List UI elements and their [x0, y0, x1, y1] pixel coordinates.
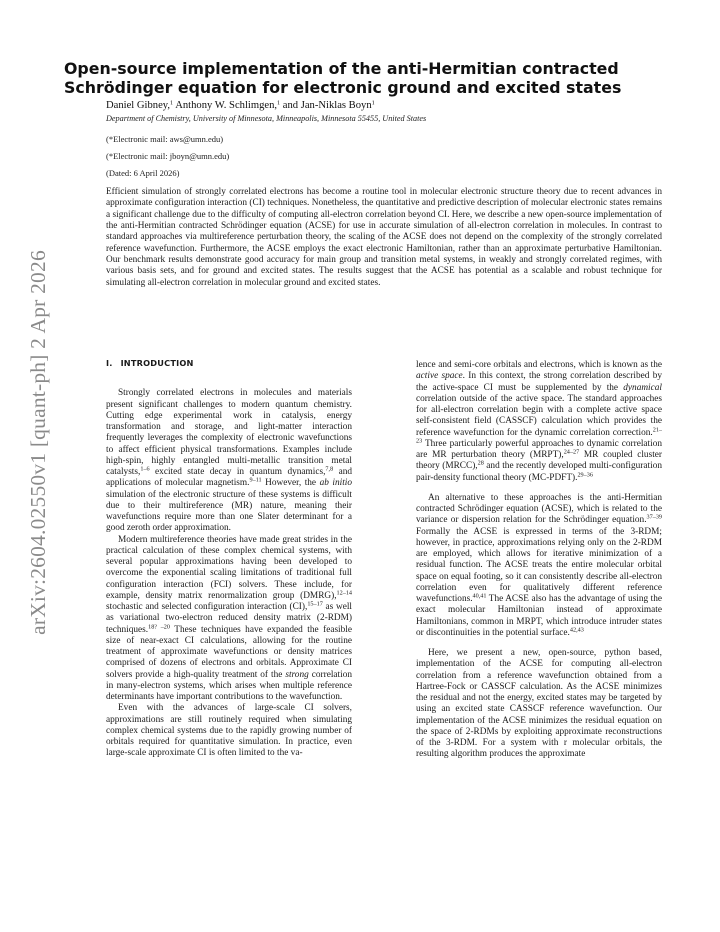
intro-paragraph-3-continued: lence and semi-core orbitals and electrons, which is known as the active space. In this context, the strong correlation described by the active-space CI must be supplemented by the dynamical correlation outside of the active space. The standard approaches for all-electron correlation begin with a complete active space self-consistent field (CASSCF) calculation which provides the reference wavefunction for the dynamic correlation correction.$^{21-23}$ Three particularly powerful approaches to dynamic correlation are MR perturbation theory (MRPT),$^{24-27}$ MR coupled cluster theory (MRCC),$^{28}$ and the recently developed multi-configuration pair-density functional theory (MC-PDFT).$^{29-36}$ [416, 360, 662, 483]
paper-title [64, 59, 664, 97]
arxiv-identifier-text: arXiv:2604.02550v1 [quant-ph] 2 Apr 2026 [25, 249, 50, 635]
citation: 37–39 [646, 513, 662, 521]
citation: 42,43 [569, 626, 584, 634]
citation: 9–11 [249, 476, 262, 484]
author-2: Anthony W. Schlimgen, [173, 100, 278, 111]
arxiv-identifier-stamp [18, 249, 58, 635]
intro-paragraph-1: Strongly correlated electrons in molecules and materials present significant challenges to modern quantum chemistry. Cutting edge experimental work in catalysis, energy transformation and storage, and light-matter interaction frequently leverages the complexity of electronic wavefunctions to affect efficient physical transformations. Examples include high-spin, highly entangled multi-metallic transition metal catalysts,$^{1-6}$ excited state decay in quantum dynamics,$^{7,8}$ and applications of molecular magnetism.$^{9-11}$ However, the ab initio simulation of the electronic structure of these systems is difficult due to their multireference (MR) nature, meaning their wavefunctions require more than one Slater determinant for a good zeroth order approximation. [106, 388, 353, 534]
intro-paragraph-2: Modern multireference theories have made great strides in the practical calculation of these complex chemical systems, with several popular approximations having been developed to overcome the exponential scaling limitations of traditional full configuration interaction (FCI) solvers. These include, for example, density matrix renormalization group (DMRG),$^{12-14}$ stochastic and selected configuration interaction (CI),$^{15-17}$ as well as variational two-electron reduced density matrix (2-RDM) techniques.$^{18? -20}$ These techniques have expanded the feasible size of near-exact CI calculations, allowing for the routine treatment of approximate wavefunctions or density matrices comprised of dozens of electrons and orbitals. Approximate CI solvers provide a high-quality treatment of the strong correlation in many-electron systems, which arises when multiple reference determinants have important contributions to the wavefunction. [106, 534, 353, 702]
intro-paragraph-3: Even with the advances of large-scale CI solvers, approximations are still routinely required when simulating complex chemical systems due to the rapidly growing number of orbitals required for quantitative simulation. In practice, even large-scale approximate CI is often limited to the va- [106, 703, 352, 759]
section-title: INTRODUCTION [120, 358, 194, 368]
citation: 12–14 [336, 589, 352, 597]
citation: 15–17 [307, 600, 323, 608]
email-note-1: (*Electronic mail: aws@umn.edu) [106, 134, 224, 144]
author-2-affil-mark: 1 [277, 99, 281, 107]
affiliation: Department of Chemistry, University of Minnesota, Minneapolis, Minnesota 55455, United States [106, 114, 427, 123]
title-line-1: Open-source implementation of the anti-Hermitian contracted [64, 59, 619, 78]
citation: 40,41 [472, 592, 487, 600]
section-number: I. [106, 358, 113, 368]
section-heading-introduction [106, 358, 352, 369]
email-note-2: (*Electronic mail: jboyn@umn.edu) [106, 151, 230, 161]
author-1: Daniel Gibney, [106, 100, 171, 111]
dated-line: (Dated: 6 April 2026) [106, 168, 180, 178]
author-list [106, 99, 666, 112]
intro-paragraph-4: An alternative to these approaches is the anti-Hermitian contracted Schrödinger equation (ACSE), which is related to the variance or dispersion relation for the Schrödinger equation.$^{37-39}$ Formally the ACSE is expressed in terms of the 3-RDM; however, in practice, approximations relying only on the 2-RDM are employed, which allows for iterative minimization of a residual function. The ACSE treats the entire molecular orbital space on equal footing, so it can consistently describe all-electron correlation even for qualitatively different reference wavefunctions.$^{40,41}$ The ACSE also has the advantage of using the exact molecular Hamiltonian instead of approximate Hamiltonians, common in MRPT, which introduce intruder states or discontinuities in the potential surface.$^{42,43}$ [416, 492, 662, 638]
author-3: and Jan-Niklas Boyn [280, 100, 372, 111]
right-column [416, 360, 662, 761]
title-line-2: Schrödinger equation for electronic ground and excited states [64, 78, 622, 97]
citation: 28 [477, 459, 484, 467]
citation: 24–27 [563, 448, 580, 456]
intro-paragraph-5: Here, we present a new, open-source, python based, implementation of the ACSE for computing all-electron correlation from a reference wavefunction obtained from a Hartree-Fock or CASSCF calculation. As the ACSE minimizes the residual and not the energy, excited states may be targeted by using an excited state CASSCF reference wavefunction. Our implementation of the ACSE minimizes the residual equation on the space of 2-RDMs by exploiting approximate reconstructions of the 3-RDM. For a system with r molecular orbitals, the resulting algorithm produces the approximate [416, 648, 662, 760]
abstract: Efficient simulation of strongly correlated electrons has become a routine tool in molecular electronic structure theory due to recent advances in approximate configuration interaction (CI) techniques. Nonetheless, the quantitative and predictive description of molecular electronic states remains a significant challenge due to the difficulty of computing all-electron correlation beyond CI. Here, we describe a new open-source implementation of the anti-Hermitian contracted Schrödinger equation (ACSE) for use in accurate simulation of all-electron correlation in molecules. In contrast to standard approaches via multireference perturbation theory, the scaling of the ACSE does not depend on the complexity of the strongly correlated reference wavefunction. Furthermore, the ACSE employs the exact electronic Hamiltonian, rather than an approximate perturbative Hamiltonian. Our benchmark results demonstrate good accuracy for main group and transition metal systems, in weakly and strongly correlated regimes, with various basis sets, and for ground and excited states. The results suggest that the ACSE has potential as a scalable and robust technique for simulating all-electron correlation in molecular ground and excited states. [106, 187, 662, 288]
author-1-affil-mark: 1 [170, 99, 174, 107]
citation: 18? –20 [148, 623, 170, 630]
citation: 7,8 [325, 465, 334, 473]
citation: 21–23 [416, 426, 662, 445]
citation: 1–6 [140, 465, 150, 473]
left-column [106, 358, 352, 760]
citation: 29–36 [577, 471, 593, 478]
author-3-affil-mark: 1 [371, 99, 375, 107]
